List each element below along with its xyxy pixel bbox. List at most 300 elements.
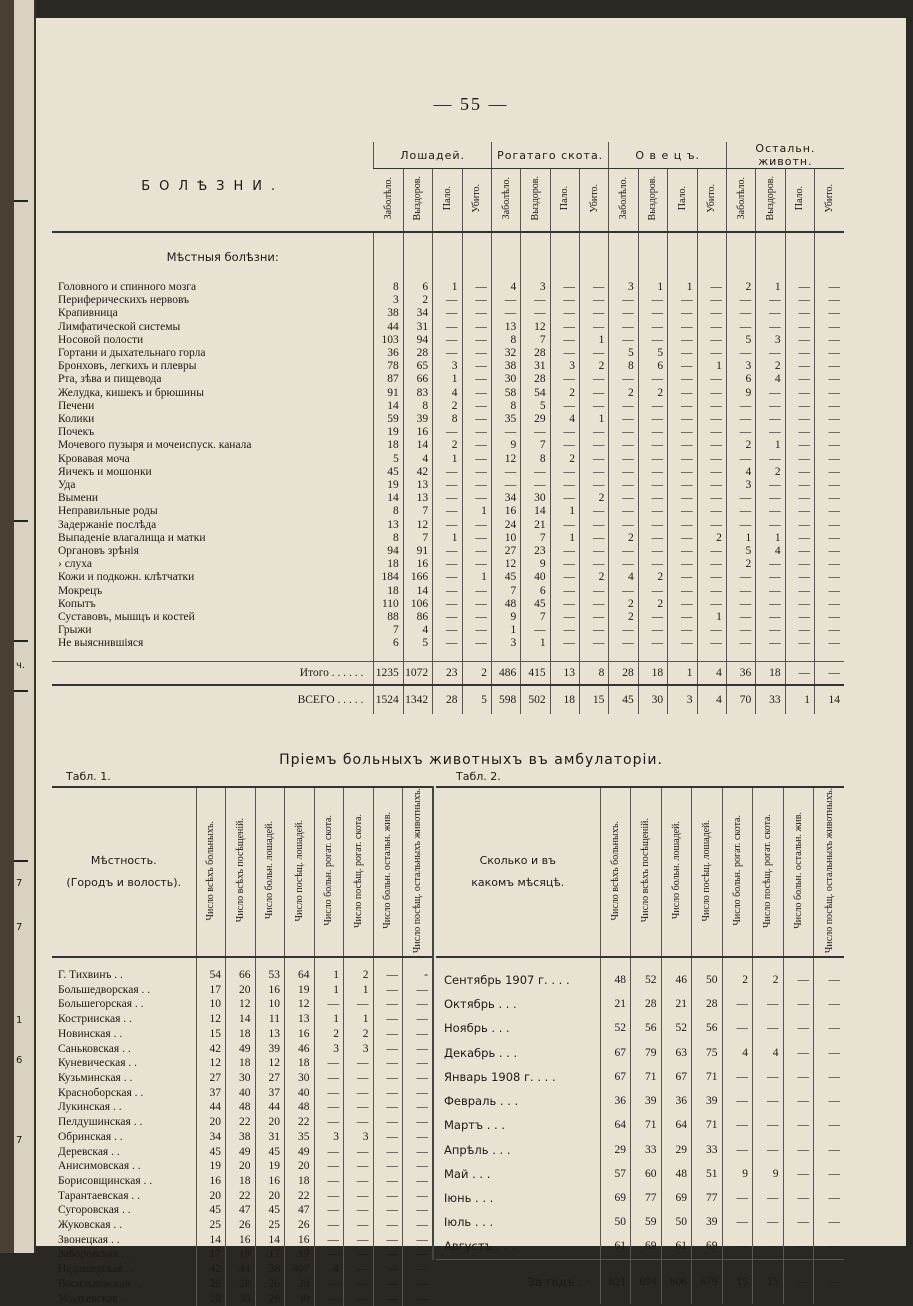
table-cell: — (433, 466, 462, 479)
month-name: Декабрь . . . (444, 1045, 518, 1060)
table-cell: — (433, 334, 462, 347)
table-cell: 1 (668, 281, 697, 294)
table-cell: — (403, 1247, 433, 1262)
table-cell: — (668, 558, 697, 571)
table-cell: — (580, 598, 609, 611)
table-cell: — (668, 585, 697, 598)
table-cell: 5 (374, 453, 403, 466)
subtotal-cell: 1 (668, 661, 697, 685)
table-cell: — (785, 400, 814, 413)
total-cell: 502 (521, 685, 550, 714)
table-cell: — (550, 466, 579, 479)
margin-rule (14, 640, 28, 642)
table-cell: — (697, 624, 726, 637)
table-cell: 49 (226, 1042, 256, 1057)
table-cell: — (726, 307, 755, 320)
group-header: О в е ц ъ. (609, 142, 727, 169)
table-cell: — (373, 1056, 403, 1071)
table-cell: — (638, 413, 667, 426)
table-cell: 2 (344, 1027, 374, 1042)
table-cell: 9 (491, 611, 520, 624)
table-cell: 36 (661, 1089, 692, 1113)
table-cell: — (785, 426, 814, 439)
disease-name: Желудка, кишекъ и брюшины (58, 386, 204, 399)
table-cell: — (373, 1292, 403, 1306)
table-cell: 14 (521, 505, 550, 518)
month-name: Январь 1908 г. . . . (444, 1069, 556, 1084)
locality-name: Звонецкая . . (58, 1233, 120, 1246)
table-cell: — (697, 466, 726, 479)
table-cell: — (462, 611, 491, 624)
column-header (756, 169, 785, 233)
table-row (52, 307, 844, 320)
month-name: Апрѣль . . . (444, 1142, 511, 1157)
table-cell: 4 (491, 281, 520, 294)
table-cell: — (668, 334, 697, 347)
table-cell: — (373, 997, 403, 1012)
table-cell: 166 (403, 571, 432, 584)
locality-name: Усадьевская . . (58, 1292, 130, 1305)
table-cell: 4 (726, 466, 755, 479)
table-cell: — (697, 321, 726, 334)
table-cell: 44 (374, 321, 403, 334)
column-header (433, 169, 462, 233)
table-row (436, 1210, 844, 1234)
table-cell: 5 (403, 637, 432, 650)
table-cell: — (785, 466, 814, 479)
table-cell: — (373, 1218, 403, 1233)
table-row (52, 1189, 432, 1204)
table-cell: — (373, 1130, 403, 1145)
disease-name: Лимфатической системы (58, 320, 181, 333)
table-cell: 5 (609, 347, 638, 360)
table-cell: — (785, 321, 814, 334)
table-cell: — (697, 413, 726, 426)
table-cell: — (403, 1012, 433, 1027)
table-cell: — (550, 347, 579, 360)
table-row (52, 426, 844, 439)
locality-name: Саньковская . . (58, 1042, 131, 1055)
table-cell: — (756, 558, 785, 571)
table-cell: — (314, 1071, 344, 1086)
table-cell: 9 (722, 1162, 753, 1186)
table-cell: — (314, 1277, 344, 1292)
table-cell: 11 (255, 1012, 285, 1027)
table-cell: 38 (374, 307, 403, 320)
subtotal-cell: 1072 (403, 661, 432, 685)
table-row (52, 968, 432, 983)
table-cell: 26 (196, 1277, 226, 1292)
table-cell: 34 (196, 1130, 226, 1145)
table-cell: — (609, 466, 638, 479)
table-cell: 12 (196, 1056, 226, 1071)
table-cell: — (344, 1056, 374, 1071)
table-cell: — (550, 611, 579, 624)
disease-name: Периферическихъ нервовъ (58, 294, 190, 307)
table-row (52, 1130, 432, 1145)
column-header (462, 169, 491, 233)
table-cell: 64 (600, 1113, 631, 1137)
table-cell: — (783, 1186, 814, 1210)
table-cell: — (814, 1186, 845, 1210)
table-row (436, 1016, 844, 1040)
locality-name: Г. Тихвинъ . . (58, 969, 123, 982)
table-cell: 48 (491, 598, 520, 611)
table-cell: — (756, 611, 785, 624)
table-cell: — (609, 334, 638, 347)
table-cell: — (814, 1210, 845, 1234)
table-cell: 9 (753, 1162, 784, 1186)
table-cell: — (785, 545, 814, 558)
table-cell: — (344, 1233, 374, 1248)
table-cell: 4 (609, 571, 638, 584)
table-cell: 3 (756, 334, 785, 347)
table-cell: — (550, 439, 579, 452)
row-header-label: БОЛѢЗНИ. (141, 179, 285, 194)
table-cell: — (697, 519, 726, 532)
table-cell: — (609, 453, 638, 466)
column-header-label: Число больн. лошадей. (670, 821, 682, 920)
margin-rule (14, 860, 28, 862)
table-cell: 21 (521, 519, 550, 532)
month-name: Ноябрь . . . (444, 1021, 510, 1036)
table-cell: 2 (580, 571, 609, 584)
table-cell: — (580, 624, 609, 637)
table-cell: — (580, 294, 609, 307)
table-cell: — (580, 532, 609, 545)
table-cell: 103 (374, 334, 403, 347)
column-header-label: Убито. (588, 184, 600, 213)
table-cell: — (373, 1012, 403, 1027)
table-cell: 40 (521, 571, 550, 584)
table-cell: — (462, 281, 491, 294)
table-cell: — (785, 624, 814, 637)
table-cell: — (403, 1233, 433, 1248)
table-cell: — (550, 426, 579, 439)
table-cell: 45 (196, 1203, 226, 1218)
table-cell: — (314, 1218, 344, 1233)
table-cell: 7 (521, 439, 550, 452)
table-cell: — (373, 1027, 403, 1042)
table-cell: 13 (285, 1012, 315, 1027)
table-cell: 1 (314, 983, 344, 998)
table-cell: — (726, 585, 755, 598)
disease-name: Мокрецъ (58, 584, 103, 597)
table-cell: 39 (692, 1089, 723, 1113)
total-cell: 5 (462, 685, 491, 714)
table-cell: — (783, 1041, 814, 1065)
table-cell: — (403, 1262, 433, 1277)
table-cell: 5 (638, 347, 667, 360)
table-cell: 2 (550, 387, 579, 400)
table-row (52, 558, 844, 571)
table-cell: — (609, 558, 638, 571)
subtotal-cell: 2 (462, 661, 491, 685)
table-cell: — (753, 1089, 784, 1113)
table-cell: 1 (697, 611, 726, 624)
column-header-label: Пало. (794, 186, 806, 211)
table-cell: — (783, 1210, 814, 1234)
table-cell: — (344, 1100, 374, 1115)
table-row (52, 400, 844, 413)
table-cell: 65 (403, 360, 432, 373)
table-cell: — (726, 598, 755, 611)
locality-header-line2: (Городъ и волость). (66, 876, 182, 890)
table-cell: 12 (491, 558, 520, 571)
month-name: Февраль . . . (444, 1094, 519, 1109)
table-cell: 23 (521, 545, 550, 558)
column-header (815, 169, 844, 233)
table-cell: — (462, 637, 491, 650)
table-row (52, 1174, 432, 1189)
total-cell: 15 (722, 1259, 753, 1304)
table-cell: 4 (550, 413, 579, 426)
table-cell: - (403, 968, 433, 983)
table-cell: — (638, 545, 667, 558)
table-cell: 36 (374, 347, 403, 360)
table-cell: — (756, 294, 785, 307)
table-cell: — (462, 360, 491, 373)
table-cell: — (697, 492, 726, 505)
table-cell: — (638, 519, 667, 532)
table-cell: 20 (226, 1159, 256, 1174)
table-cell: — (815, 294, 844, 307)
table-cell: — (668, 307, 697, 320)
table-cell: 12 (403, 519, 432, 532)
column-header-label: Заболѣло. (735, 177, 747, 220)
table-cell: — (638, 307, 667, 320)
table-cell: 1 (726, 532, 755, 545)
table-row (436, 1138, 844, 1162)
table-cell: 12 (285, 997, 315, 1012)
column-header (753, 787, 784, 957)
subtotal-cell: 36 (726, 661, 755, 685)
table-cell: — (433, 519, 462, 532)
table-cell: 2 (609, 598, 638, 611)
table-cell: — (814, 1089, 845, 1113)
table-cell: 47 (285, 1203, 315, 1218)
table-cell: — (756, 413, 785, 426)
table-cell: — (726, 426, 755, 439)
total-cell: 679 (692, 1259, 723, 1304)
subtotal-cell: 18 (756, 661, 785, 685)
table-cell: 83 (403, 387, 432, 400)
table-cell: — (638, 294, 667, 307)
table-cell: 45 (491, 571, 520, 584)
table-cell: 3 (550, 360, 579, 373)
table-row (52, 1233, 432, 1248)
table2-caption: Табл. 2. (456, 770, 501, 783)
table-cell: 16 (255, 1174, 285, 1189)
table-cell: 17 (196, 983, 226, 998)
table-cell: — (785, 294, 814, 307)
table-cell: 1 (433, 373, 462, 386)
subtotal-label: Итого . . . . . . (52, 661, 374, 685)
table-cell: 3 (374, 294, 403, 307)
table-cell: — (433, 571, 462, 584)
locality-name: Жуковская . . (58, 1219, 123, 1232)
table-cell: — (580, 479, 609, 492)
table-cell: 33 (631, 1138, 662, 1162)
table-cell: — (403, 1042, 433, 1057)
table-cell: 14 (374, 492, 403, 505)
table-cell: 12 (226, 997, 256, 1012)
total-cell: — (783, 1259, 814, 1304)
table-cell: 13 (374, 519, 403, 532)
locality-name: Борисовщинская . . (58, 1174, 153, 1187)
table-cell: — (580, 505, 609, 518)
column-header-label: Число всѣхъ посѣщенiй. (234, 818, 246, 923)
table-cell: — (756, 321, 785, 334)
table-cell: — (462, 334, 491, 347)
table-cell: — (697, 307, 726, 320)
table-cell: 21 (661, 992, 692, 1016)
spacer-row (52, 651, 844, 662)
table-cell: — (814, 1065, 845, 1089)
column-header (692, 787, 723, 957)
table-row (52, 1262, 432, 1277)
table-cell: 2 (726, 558, 755, 571)
table-cell: — (753, 1210, 784, 1234)
table-row (52, 637, 844, 650)
table-cell: 71 (692, 1113, 723, 1137)
disease-name: › слуха (58, 558, 93, 571)
disease-name: Рта, зѣва и пищевода (58, 373, 162, 386)
table-cell: 5 (726, 334, 755, 347)
page (36, 18, 906, 1305)
table-cell: — (314, 1203, 344, 1218)
table-cell: 14 (403, 585, 432, 598)
table-cell: 1 (344, 1012, 374, 1027)
table-cell: — (314, 1233, 344, 1248)
table-cell: — (373, 1233, 403, 1248)
table-cell: 42 (196, 1262, 226, 1277)
table-cell: — (697, 400, 726, 413)
table-cell: — (814, 968, 845, 992)
table-cell: 67 (600, 1041, 631, 1065)
table-cell: — (433, 624, 462, 637)
locality-name: Красноборская . . (58, 1086, 144, 1099)
table-cell: 52 (600, 1016, 631, 1040)
table-cell: 3 (433, 360, 462, 373)
table-cell: — (785, 413, 814, 426)
table-cell: 2 (726, 439, 755, 452)
table-cell: — (433, 545, 462, 558)
table-row (52, 1218, 432, 1233)
margin-rule (14, 520, 28, 522)
column-header (403, 787, 433, 957)
table-cell: — (668, 413, 697, 426)
table-cell: — (668, 492, 697, 505)
column-header-label: Число больн. лошадей. (264, 821, 276, 920)
table-cell: — (433, 294, 462, 307)
table-cell: 28 (403, 347, 432, 360)
table-cell: 14 (226, 1012, 256, 1027)
table-cell: — (462, 598, 491, 611)
table-cell: — (344, 1189, 374, 1204)
table-cell: 38 (491, 360, 520, 373)
table-cell: — (785, 519, 814, 532)
table-cell: 1 (521, 637, 550, 650)
table-cell: — (785, 505, 814, 518)
table-cell: 2 (609, 611, 638, 624)
table-cell: 3 (521, 281, 550, 294)
column-header-label: Убито. (706, 184, 718, 213)
table-cell: — (373, 1115, 403, 1130)
table-cell: — (462, 426, 491, 439)
table-cell: — (314, 1174, 344, 1189)
table-cell: 1 (638, 281, 667, 294)
column-header-label: Пало. (559, 186, 571, 211)
table-cell: 19 (374, 479, 403, 492)
table-cell: 16 (403, 558, 432, 571)
table-cell: — (783, 968, 814, 992)
table-cell: — (433, 347, 462, 360)
table-cell: 46 (285, 1042, 315, 1057)
table-cell: — (580, 611, 609, 624)
table-row (52, 1071, 432, 1086)
table-cell: 8 (609, 360, 638, 373)
disease-name: Яичекъ и мошонки (58, 465, 152, 478)
locality-name: Деревская . . (58, 1145, 120, 1158)
total-cell: 15 (580, 685, 609, 714)
table-cell: — (609, 545, 638, 558)
table-cell: — (815, 360, 844, 373)
table-cell: — (638, 373, 667, 386)
table-cell: — (756, 453, 785, 466)
table-cell: — (609, 519, 638, 532)
table-cell: 3 (609, 281, 638, 294)
table-cell: — (697, 505, 726, 518)
table-cell: 14 (255, 1233, 285, 1248)
table-cell: 7 (521, 532, 550, 545)
table-cell: 44 (226, 1262, 256, 1277)
table-cell: — (753, 1234, 784, 1259)
disease-name: Выпаденiе влагалища и матки (58, 531, 206, 544)
margin-mark: 7 (16, 878, 23, 889)
table-cell: — (697, 479, 726, 492)
margin-rule (14, 200, 28, 202)
table-cell: 71 (631, 1113, 662, 1137)
table-cell: 18 (285, 1056, 315, 1071)
column-header (285, 787, 315, 957)
table-cell: 16 (226, 1233, 256, 1248)
table-cell: — (491, 294, 520, 307)
table-cell: — (785, 571, 814, 584)
table-cell: — (668, 571, 697, 584)
table-cell: 57 (600, 1162, 631, 1186)
disease-name: Задержанiе послѣда (58, 518, 157, 531)
table-cell: 54 (521, 387, 550, 400)
table-cell: — (550, 281, 579, 294)
total-cell: 4 (697, 685, 726, 714)
table-cell: — (550, 585, 579, 598)
column-header-label: Число больн. рогат. скота. (731, 815, 743, 926)
table-cell: — (783, 1113, 814, 1137)
subtotal-cell: 4 (697, 661, 726, 685)
table-cell: — (433, 426, 462, 439)
subtotal-cell: 23 (433, 661, 462, 685)
table-cell: — (722, 1065, 753, 1089)
table-cell: 1 (433, 453, 462, 466)
table-cell: 9 (521, 558, 550, 571)
table-cell: — (756, 400, 785, 413)
table-cell: 45 (255, 1203, 285, 1218)
subtotal-cell: 486 (491, 661, 520, 685)
table-cell: — (697, 334, 726, 347)
table-cell: — (550, 334, 579, 347)
total-cell: 1524 (374, 685, 403, 714)
